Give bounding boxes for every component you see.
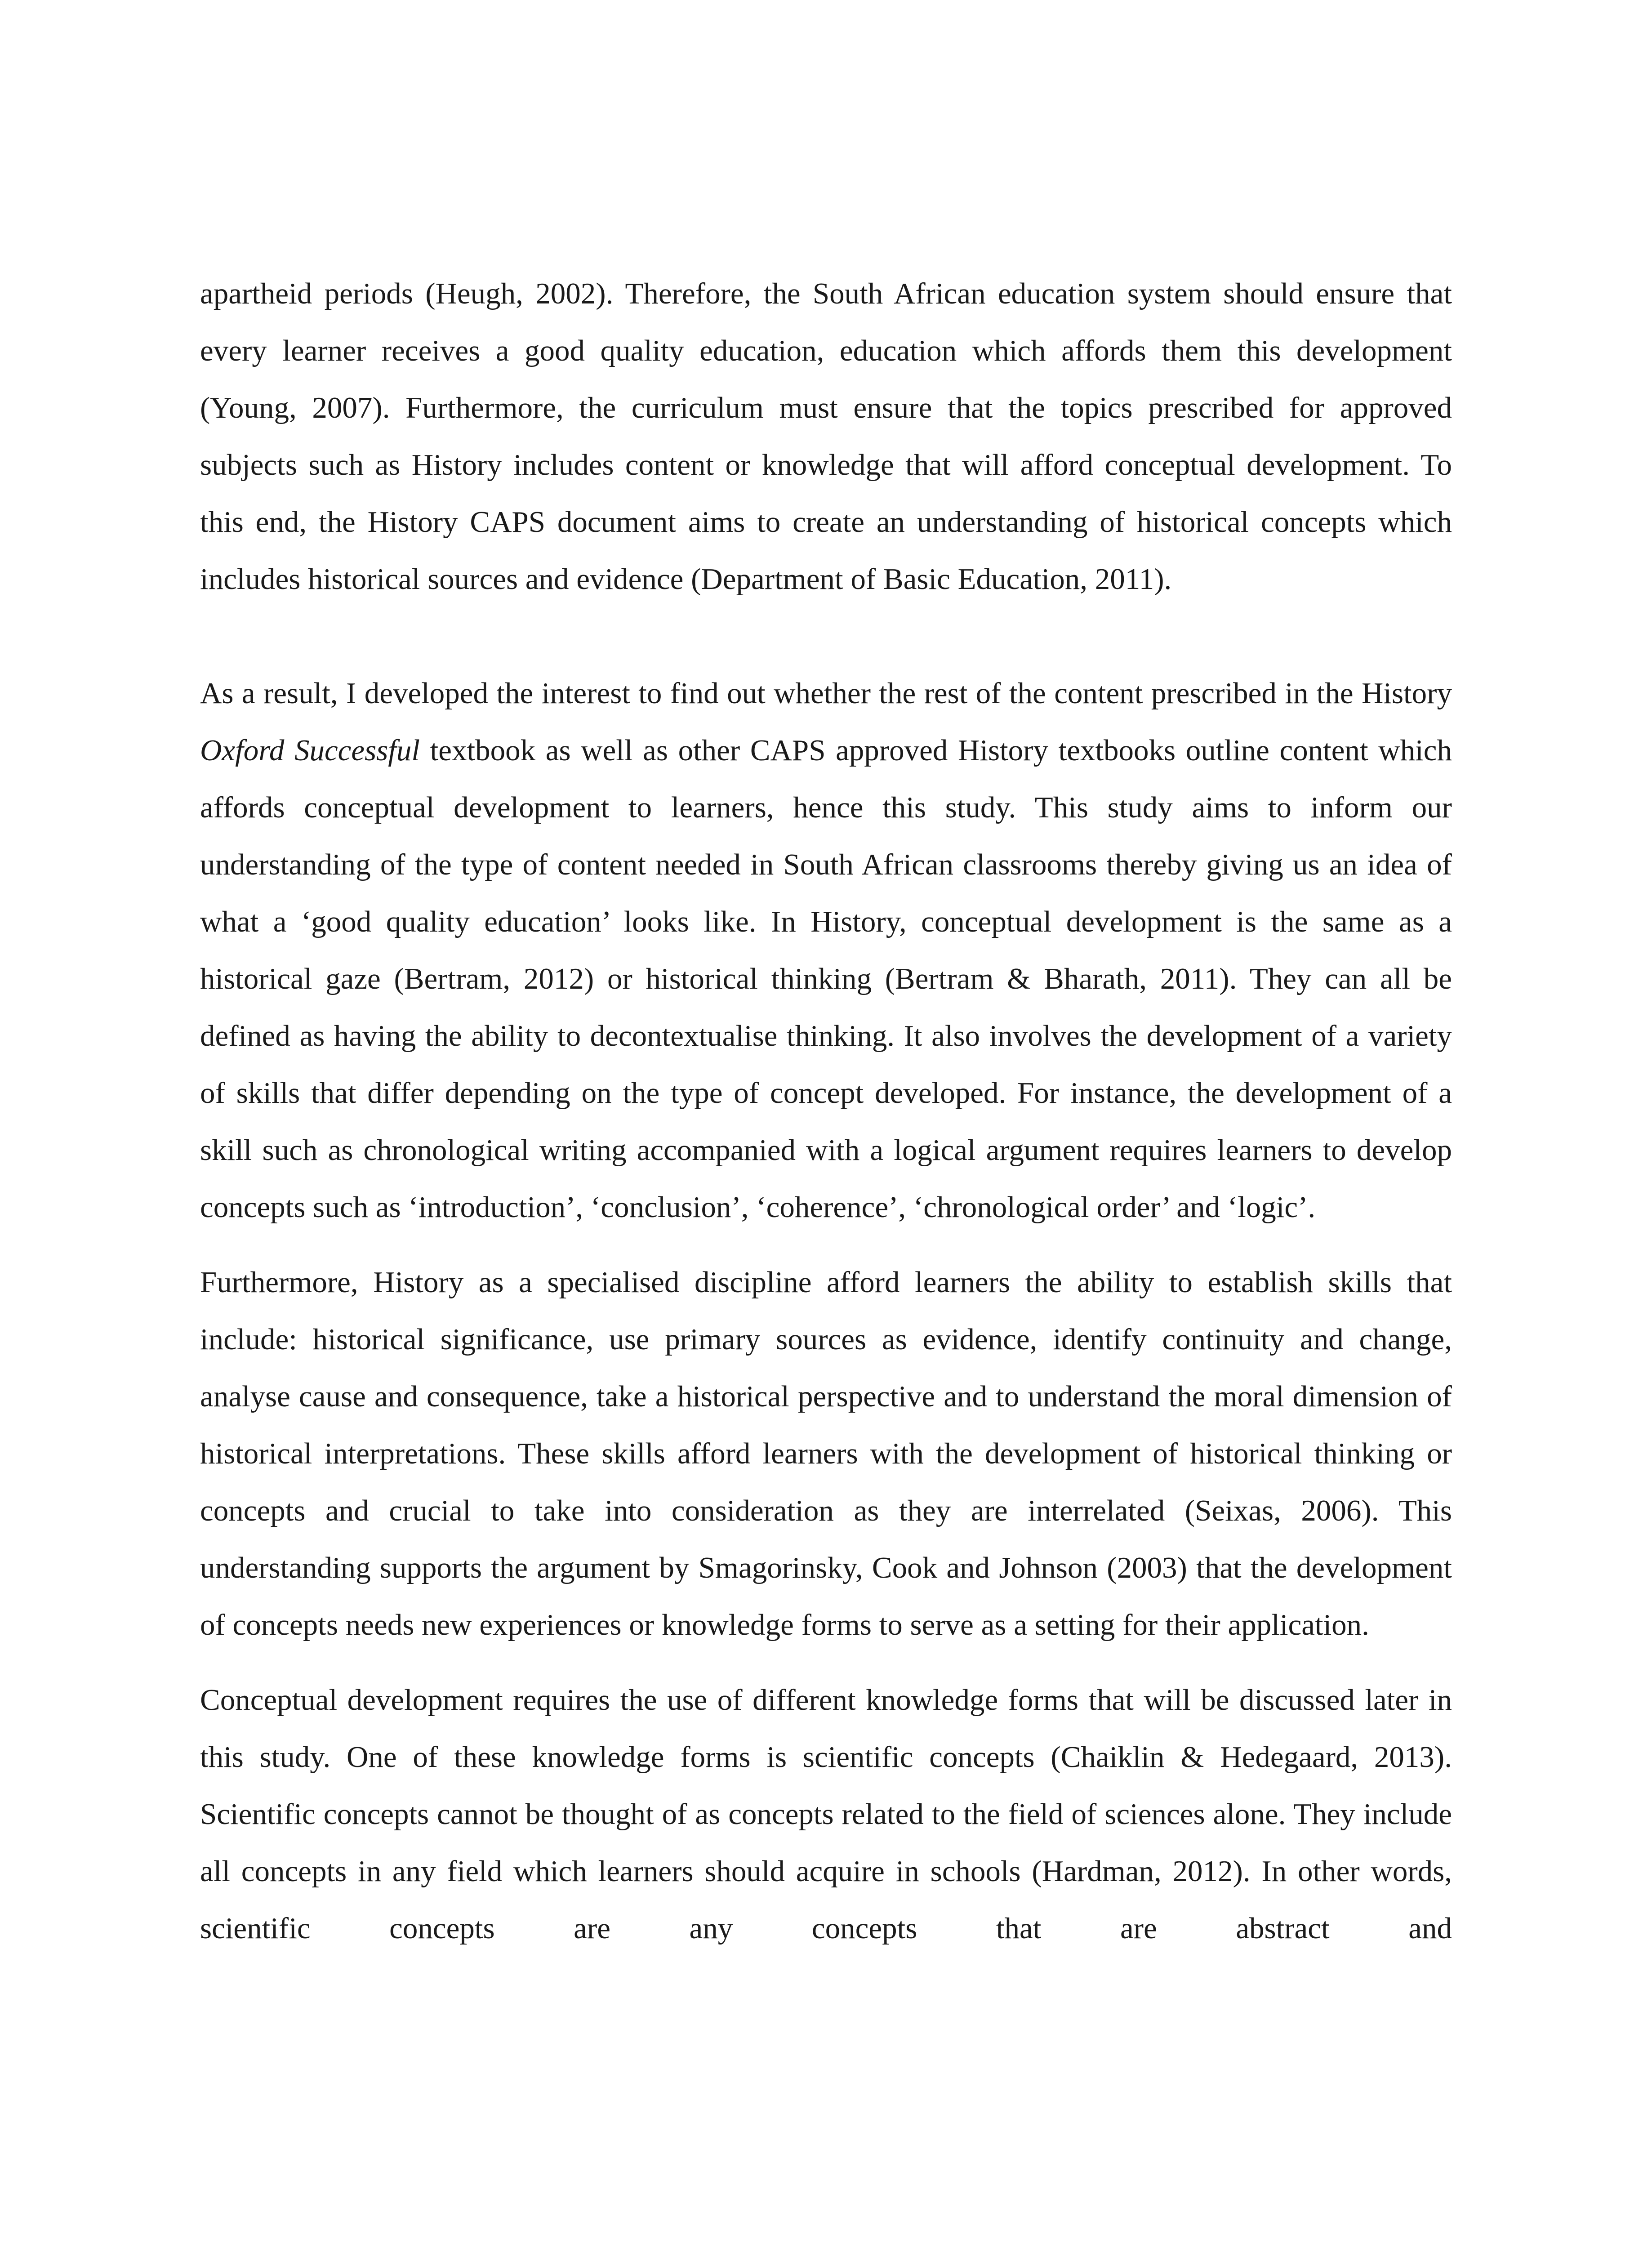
- paragraph-2-text-start: As a result, I developed the interest to find out whether the rest of the content prescribed in the History: [200, 677, 1452, 710]
- paragraph-2: [200, 665, 1452, 1236]
- body-text: [200, 265, 1452, 1957]
- paragraph-3: Furthermore, History as a specialised discipline afford learners the ability to establish skills that include: historical significance, use primary sources as evidence, identify continuity and change, analyse cause and consequence, take a historical perspective and to understand the moral dimension of historical interpretations. These skills afford learners with the development of historical thinking or concepts and crucial to take into consideration as they are interrelated (Seixas, 2006). This understanding supports the argument by Smagorinsky, Cook and Johnson (2003) that the development of concepts needs new experiences or knowledge forms to serve as a setting for their application.: [200, 1266, 1452, 1641]
- paragraph-4: Conceptual development requires the use of different knowledge forms that will be discussed later in this study. One of these knowledge forms is scientific concepts (Chaiklin & Hedegaard, 2013). Scientific concepts cannot be thought of as concepts related to the field of sciences alone. They include all concepts in any field which learners should acquire in schools (Hardman, 2012). In other words, scientific concepts are any concepts that are abstract and: [200, 1683, 1452, 1945]
- paragraph-2-text-end: textbook as well as other CAPS approved History textbooks outline content which affords conceptual development to learners, hence this study. This study aims to inform our understanding of the type of content needed in South African classrooms thereby giving us an idea of what a ‘good quality education’ looks like. In History, conceptual development is the same as a historical gaze (Bertram, 2012) or historical thinking (Bertram & Bharath, 2011). They can all be defined as having the ability to decontextualise thinking. It also involves the development of a variety of skills that differ depending on the type of concept developed. For instance, the development of a skill such as chronological writing accompanied with a logical argument requires learners to develop concepts such as ‘introduction’, ‘conclusion’, ‘coherence’, ‘chronological order’ and ‘logic’.: [200, 734, 1452, 1224]
- paragraph-1: apartheid periods (Heugh, 2002). Therefore, the South African education system should ensure that every learner receives a good quality education, education which affords them this development (Young, 2007). Furthermore, the curriculum must ensure that the topics prescribed for approved subjects such as History includes content or knowledge that will afford conceptual development. To this end, the History CAPS document aims to create an understanding of historical concepts which includes historical sources and evidence (Department of Basic Education, 2011).: [200, 277, 1452, 596]
- book-title: Oxford Successful: [200, 734, 420, 767]
